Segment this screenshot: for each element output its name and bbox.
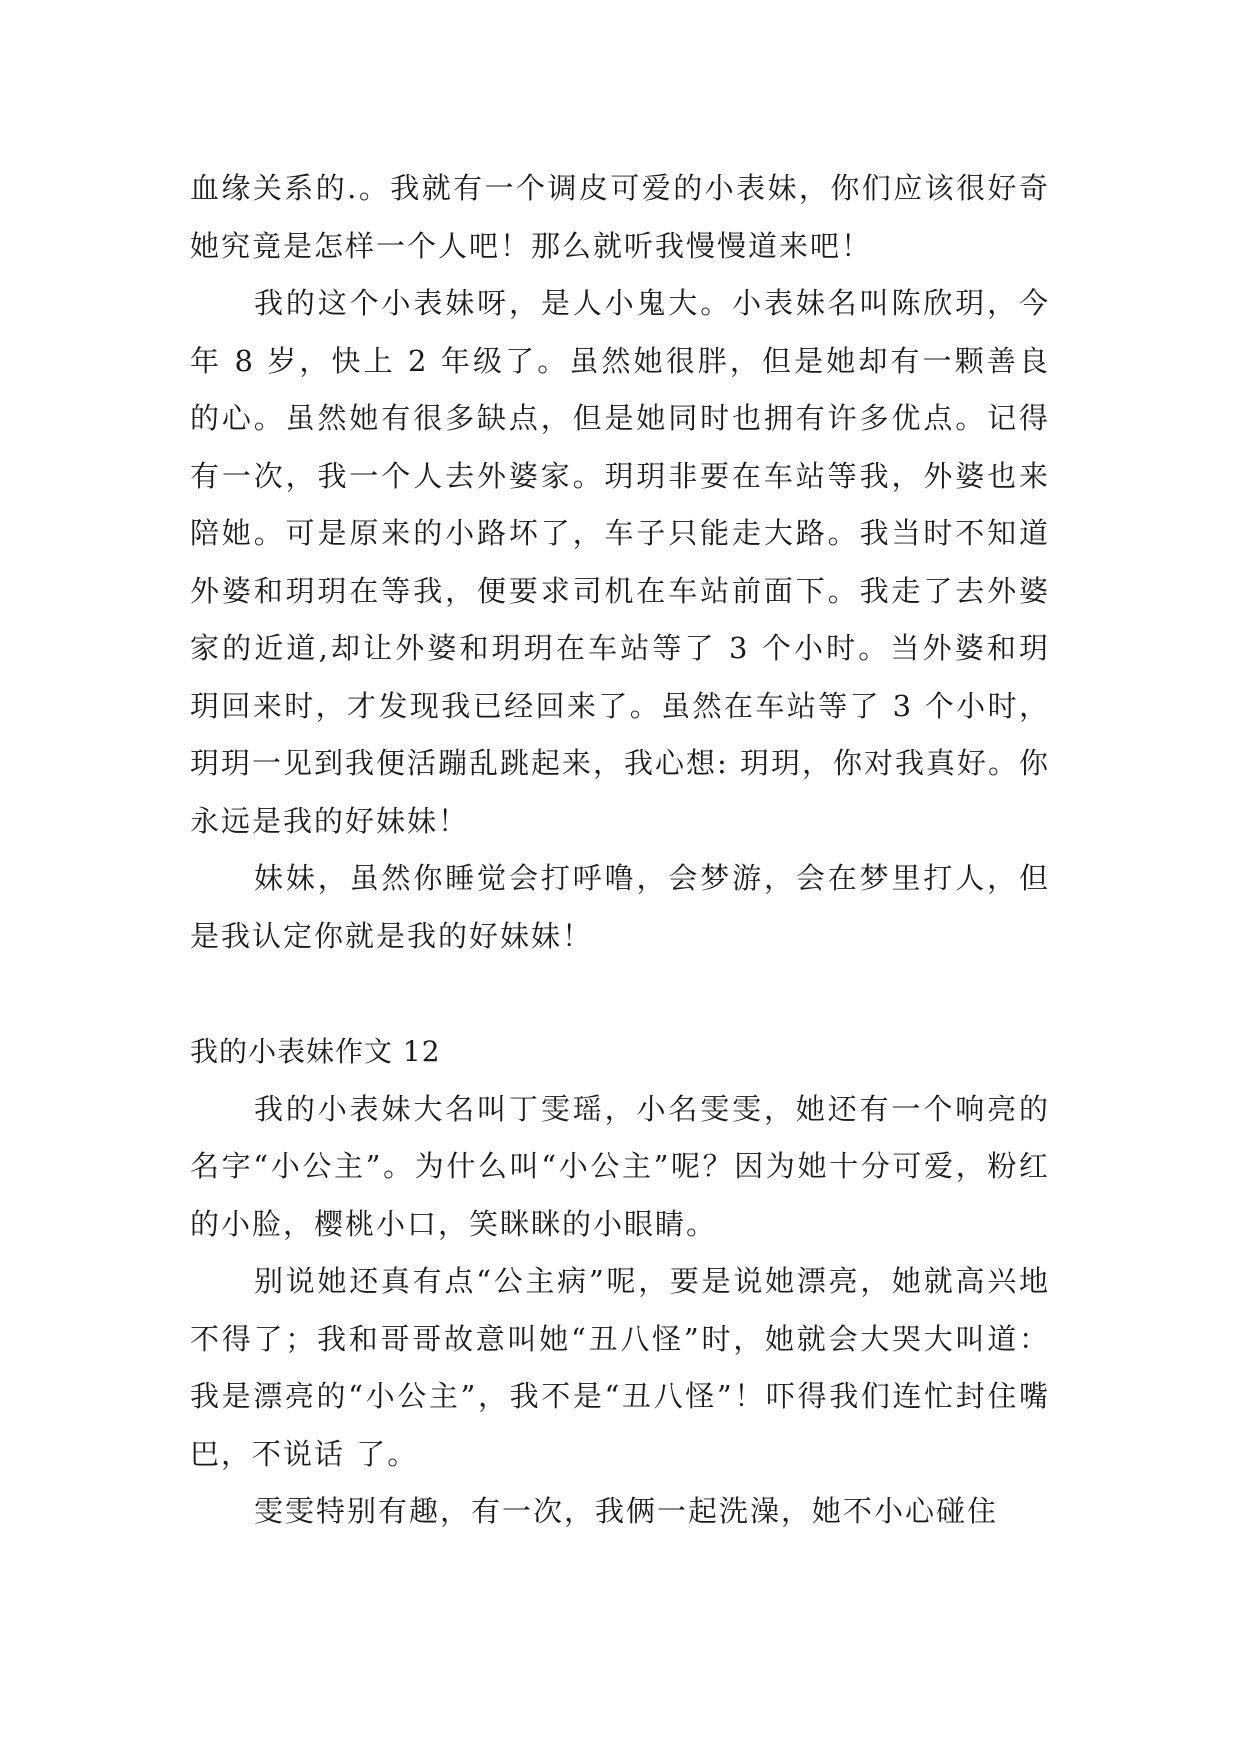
paragraph-intro-continued: 血缘关系的.。我就有一个调皮可爱的小表妹，你们应该很好奇她究竟是怎样一个人吧！那么就听我慢慢道来吧！ bbox=[190, 171, 1050, 263]
document-page bbox=[190, 160, 1050, 1541]
paragraph-little-princess: 我的小表妹大名叫丁雯瑶，小名雯雯，她还有一个响亮的名字“小公主”。为什么叫“小公主”呢？因为她十分可爱，粉红的小脸，樱桃小口，笑眯眯的小眼睛。 bbox=[190, 1091, 1050, 1241]
paragraph-princess-syndrome: 别说她还真有点“公主病”呢，要是说她漂亮，她就高兴地不得了；我和哥哥故意叫她“丑八怪”时，她就会大哭大叫道：我是漂亮的“小公主”，我不是“丑八怪”！吓得我们连忙封住嘴巴，不说话 了。 bbox=[190, 1264, 1050, 1471]
paragraph-conclusion: 妹妹，虽然你睡觉会打呼噜，会梦游，会在梦里打人，但是我认定你就是我的好妹妹！ bbox=[190, 861, 1050, 953]
section-gap bbox=[190, 965, 1050, 1023]
paragraph-bath-story: 雯雯特别有趣，有一次，我俩一起洗澡，她不小心碰住 bbox=[254, 1494, 999, 1528]
section-title: 我的小表妹作文 12 bbox=[190, 1035, 441, 1068]
paragraph-cousin-story: 我的这个小表妹呀，是人小鬼大。小表妹名叫陈欣玥，今年 8 岁，快上 2 年级了。虽然她很胖，但是她却有一颗善良的心。虽然她有很多缺点，但是她同时也拥有许多优点。记得有一次，我一个人去外婆家。玥玥非要在车站等我，外婆也来陪她。可是原来的小路坏了，车子只能走大路。我当时不知道外婆和玥玥在等我，便要求司机在车站前面下。我走了去外婆家的近道,却让外婆和玥玥在车站等了 3 个小时。当外婆和玥玥回来时，才发现我已经回来了。虽然在车站等了 3 个小时，玥玥一见到我便活蹦乱跳起来，我心想: 玥玥，你对我真好。你永远是我的好妹妹！ bbox=[190, 286, 1050, 838]
